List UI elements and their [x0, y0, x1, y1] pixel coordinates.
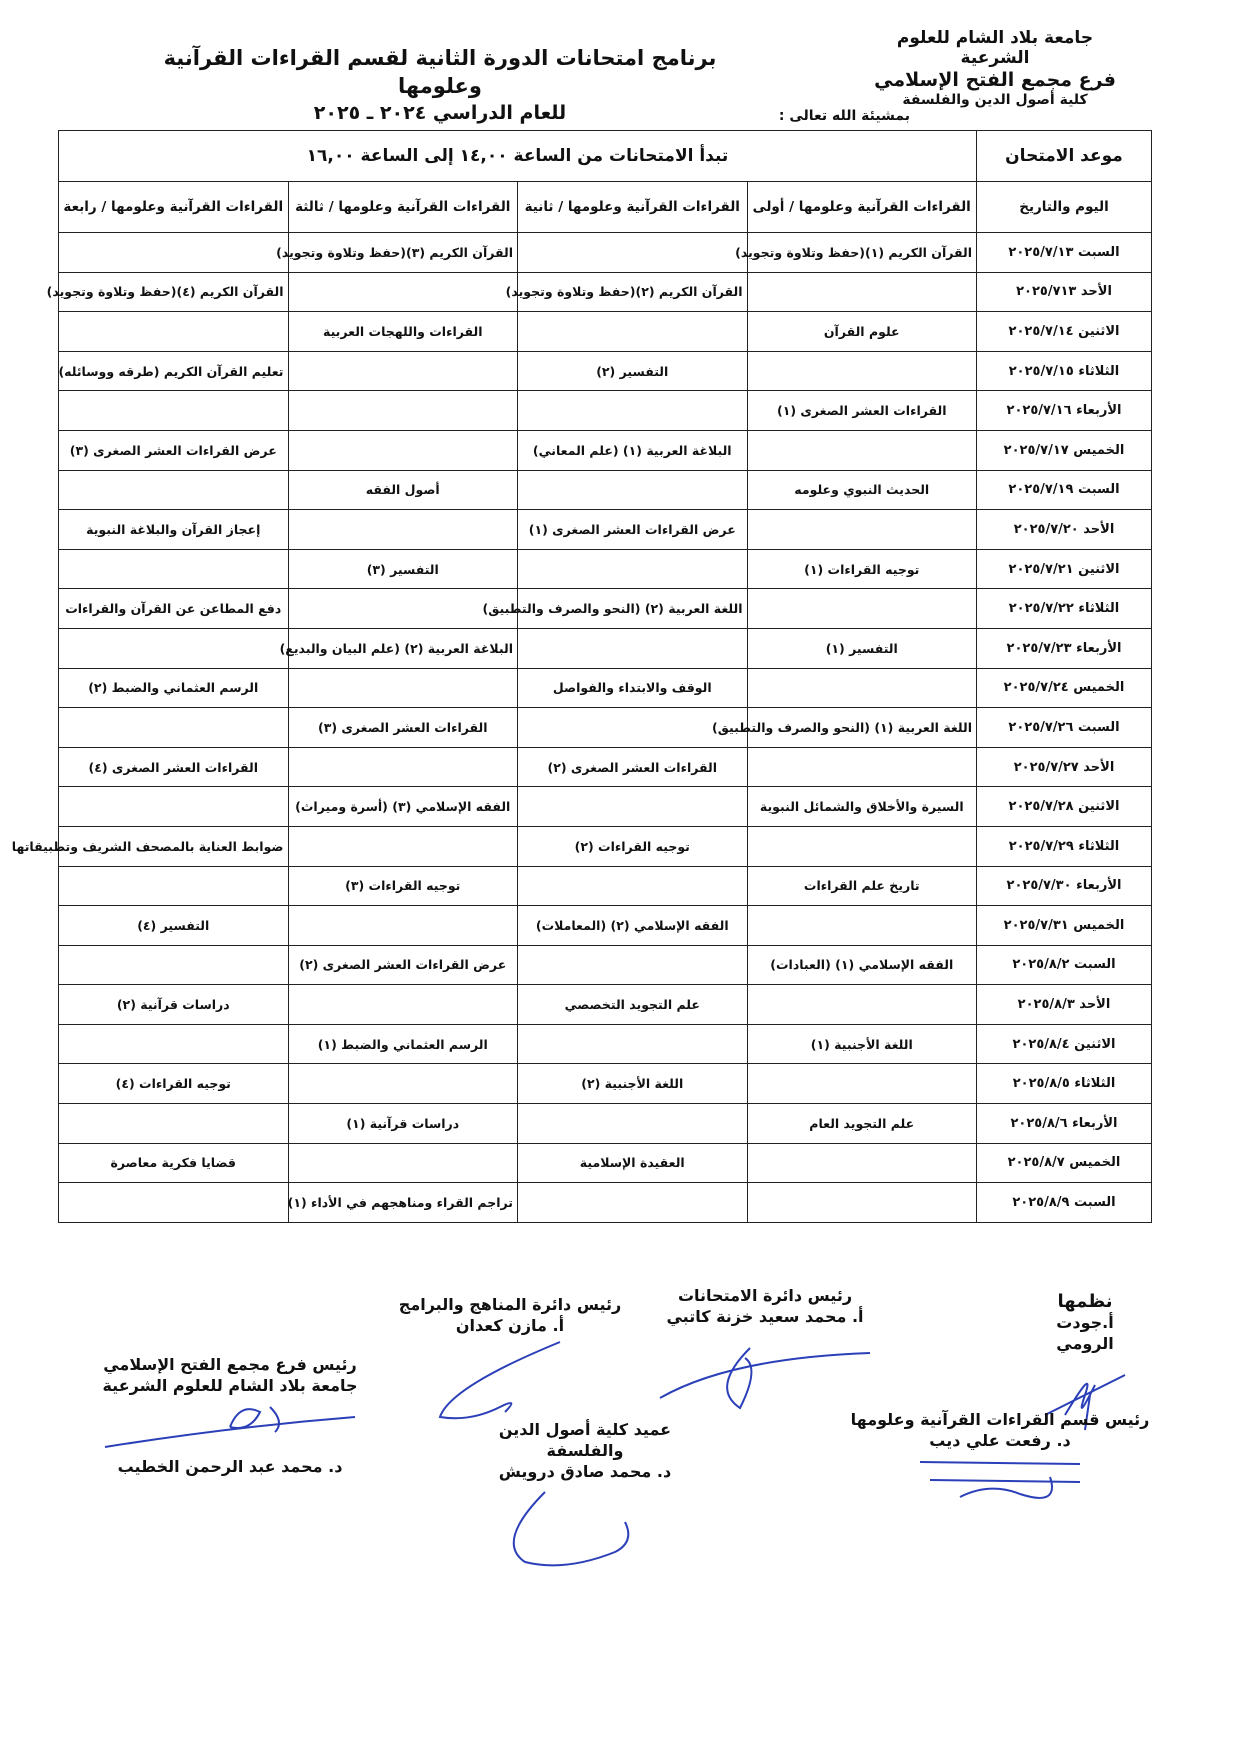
signature-dean	[460, 1420, 710, 1572]
date-cell: الأحد ٢٠٢٥/٨/٣	[977, 985, 1152, 1025]
date-cell: الأحد ٢٠٢٥/٧١٣	[977, 272, 1152, 312]
dean-signature-icon	[485, 1482, 685, 1572]
table-row	[59, 391, 1152, 431]
year-2-cell	[518, 470, 748, 510]
year-2-cell	[518, 787, 748, 827]
year-1-cell: القراءات العشر الصغرى (١)	[747, 391, 977, 431]
table-row	[59, 233, 1152, 273]
date-cell: الأحد ٢٠٢٥/٧/٢٠	[977, 510, 1152, 550]
title-line-1: برنامج امتحانات الدورة الثانية لقسم القراءات القرآنية وعلومها	[163, 46, 717, 99]
year-1-cell: علوم القرآن	[747, 312, 977, 352]
date-cell: الاثنين ٢٠٢٥/٧/١٤	[977, 312, 1152, 352]
year-3-cell: تراجم القراء ومناهجهم في الأداء (١)	[288, 1183, 518, 1223]
table-row	[59, 272, 1152, 312]
year-2-cell	[518, 628, 748, 668]
date-cell: الخميس ٢٠٢٥/٧/٢٤	[977, 668, 1152, 708]
date-cell: الخميس ٢٠٢٥/٧/٣١	[977, 906, 1152, 946]
table-row	[59, 1104, 1152, 1144]
year-3-cell: الرسم العثماني والضبط (١)	[288, 1024, 518, 1064]
table-row	[59, 312, 1152, 352]
year-4-cell: توجيه القراءات (٤)	[59, 1064, 289, 1104]
year-2-cell: الفقه الإسلامي (٢) (المعاملات)	[518, 906, 748, 946]
year-3-cell: توجيه القراءات (٣)	[288, 866, 518, 906]
year-2-cell	[518, 549, 748, 589]
year-1-cell: الفقه الإسلامي (١) (العبادات)	[747, 945, 977, 985]
intro-text: بمشيئة الله تعالى :	[778, 108, 910, 124]
exam-schedule-table	[11, 130, 1152, 1223]
year-3-cell: القراءات العشر الصغرى (٣)	[288, 708, 518, 748]
year-4-cell: تعليم القرآن الكريم (طرقه ووسائله)	[59, 351, 289, 391]
year-2-cell: اللغة الأجنبية (٢)	[518, 1064, 748, 1104]
year-2-cell: التفسير (٢)	[518, 351, 748, 391]
year-1-cell: القرآن الكريم (١)(حفظ وتلاوة وتجويد)	[747, 233, 977, 273]
column-headers	[59, 182, 1152, 233]
year-2-cell	[518, 866, 748, 906]
year-1-cell	[747, 589, 977, 629]
year-3-cell: القراءات واللهجات العربية	[288, 312, 518, 352]
date-cell: الثلاثاء ٢٠٢٥/٧/٢٢	[977, 589, 1152, 629]
year-3-cell: القرآن الكريم (٣)(حفظ وتلاوة وتجويد)	[288, 233, 518, 273]
table-row	[59, 708, 1152, 748]
year-4-cell	[59, 233, 289, 273]
date-cell: الأربعاء ٢٠٢٥/٧/١٦	[977, 391, 1152, 431]
year-2-cell: العقيدة الإسلامية	[518, 1143, 748, 1183]
table-row	[59, 470, 1152, 510]
signature-branch-head	[100, 1355, 360, 1477]
year-3-cell	[288, 1143, 518, 1183]
curricula-head-signature-icon	[410, 1337, 610, 1427]
year-4-cell	[59, 391, 289, 431]
year-4-cell	[59, 1024, 289, 1064]
exams-head-name: أ. محمد سعيد خزنة كاتبي	[666, 1306, 864, 1326]
table-row	[59, 826, 1152, 866]
year-3-cell	[288, 272, 518, 312]
table-row	[59, 628, 1152, 668]
year-1-cell: علم التجويد العام	[747, 1104, 977, 1144]
year-1-cell: اللغة العربية (١) (النحو والصرف والتطبيق)	[747, 708, 977, 748]
branch-head-role-1: رئيس فرع مجمع الفتح الإسلامي	[103, 1355, 357, 1374]
year-2-cell	[518, 945, 748, 985]
year-4-cell	[59, 945, 289, 985]
table-row	[59, 1183, 1152, 1223]
table-row	[59, 787, 1152, 827]
date-cell: الاثنين ٢٠٢٥/٧/٢٨	[977, 787, 1152, 827]
year-3-cell	[288, 668, 518, 708]
year-1-cell: اللغة الأجنبية (١)	[747, 1024, 977, 1064]
year-4-cell: القرآن الكريم (٤)(حفظ وتلاوة وتجويد)	[59, 272, 289, 312]
year-1-cell	[747, 510, 977, 550]
year-1-cell: توجيه القراءات (١)	[747, 549, 977, 589]
year-2-cell: علم التجويد التخصصي	[518, 985, 748, 1025]
university-name: جامعة بلاد الشام للعلوم الشرعية	[896, 28, 1094, 69]
branch-name: فرع مجمع الفتح الإسلامي	[874, 68, 1116, 91]
date-cell: الخميس ٢٠٢٥/٧/١٧	[977, 430, 1152, 470]
title-line-2: للعام الدراسي ٢٠٢٤ ـ ٢٠٢٥	[313, 101, 567, 124]
date-cell: السبت ٢٠٢٥/٧/٢٦	[977, 708, 1152, 748]
year-4-cell	[59, 866, 289, 906]
date-cell: الأربعاء ٢٠٢٥/٨/٦	[977, 1104, 1152, 1144]
year-3-cell	[288, 1064, 518, 1104]
date-cell: السبت ٢٠٢٥/٧/١٩	[977, 470, 1152, 510]
year-4-cell: قضايا فكرية معاصرة	[59, 1143, 289, 1183]
date-cell: الأحد ٢٠٢٥/٧/٢٧	[977, 747, 1152, 787]
table-row	[59, 1064, 1152, 1104]
table-row	[59, 430, 1152, 470]
header-year-1: القراءات القرآنية وعلومها / أولى	[747, 182, 977, 233]
year-4-cell	[59, 787, 289, 827]
document-title	[120, 44, 760, 126]
faculty-name: كلية أصول الدين والفلسفة	[902, 91, 1088, 108]
table-row	[59, 1024, 1152, 1064]
exam-time-label: موعد الامتحان	[977, 131, 1152, 182]
year-2-cell: القراءات العشر الصغرى (٢)	[518, 747, 748, 787]
date-cell: السبت ٢٠٢٥/٧/١٣	[977, 233, 1152, 273]
dept-head-role: رئيس قسم القراءات القرآنية وعلومها	[850, 1410, 1150, 1429]
year-4-cell	[59, 708, 289, 748]
date-cell: الثلاثاء ٢٠٢٥/٧/١٥	[977, 351, 1152, 391]
exams-head-signature-icon	[650, 1328, 880, 1418]
header-year-2: القراءات القرآنية وعلومها / ثانية	[518, 182, 748, 233]
table-row	[59, 510, 1152, 550]
year-1-cell	[747, 1183, 977, 1223]
year-3-cell	[288, 351, 518, 391]
year-1-cell	[747, 668, 977, 708]
year-4-cell: عرض القراءات العشر الصغرى (٣)	[59, 430, 289, 470]
year-4-cell: دراسات قرآنية (٢)	[59, 985, 289, 1025]
year-1-cell	[747, 747, 977, 787]
year-1-cell	[747, 1064, 977, 1104]
branch-head-role-2: جامعة بلاد الشام للعلوم الشرعية	[102, 1375, 358, 1395]
date-cell: الأربعاء ٢٠٢٥/٧/٢٣	[977, 628, 1152, 668]
dept-head-signature-icon	[900, 1452, 1100, 1512]
header-year-4: القراءات القرآنية وعلومها / رابعة	[59, 182, 289, 233]
year-1-cell: السيرة والأخلاق والشمائل النبوية	[747, 787, 977, 827]
year-3-cell	[288, 985, 518, 1025]
year-3-cell	[288, 826, 518, 866]
year-3-cell	[288, 906, 518, 946]
year-2-cell: الوقف والابتداء والفواصل	[518, 668, 748, 708]
year-3-cell	[288, 391, 518, 431]
year-1-cell	[747, 826, 977, 866]
year-4-cell	[59, 628, 289, 668]
date-cell: الثلاثاء ٢٠٢٥/٨/٥	[977, 1064, 1152, 1104]
year-2-cell	[518, 1024, 748, 1064]
exam-time-value: تبدأ الامتحانات من الساعة ١٤,٠٠ إلى الساعة ١٦,٠٠	[59, 131, 977, 182]
year-3-cell	[288, 747, 518, 787]
year-3-cell: البلاغة العربية (٢) (علم البيان والبديع)	[288, 628, 518, 668]
table-row	[59, 747, 1152, 787]
year-2-cell	[518, 312, 748, 352]
branch-head-name: د. محمد عبد الرحمن الخطيب	[117, 1456, 343, 1476]
year-4-cell	[59, 470, 289, 510]
institution-header	[860, 28, 1130, 108]
table-row	[59, 1143, 1152, 1183]
year-3-cell: دراسات قرآنية (١)	[288, 1104, 518, 1144]
header-date: اليوم والتاريخ	[977, 182, 1152, 233]
table-row	[59, 549, 1152, 589]
year-3-cell: الفقه الإسلامي (٣) (أسرة وميراث)	[288, 787, 518, 827]
signature-dept-head	[850, 1410, 1150, 1512]
year-1-cell	[747, 906, 977, 946]
exams-head-role: رئيس دائرة الامتحانات	[677, 1286, 853, 1305]
date-cell: الاثنين ٢٠٢٥/٨/٤	[977, 1024, 1152, 1064]
dean-name: د. محمد صادق درويش	[498, 1461, 672, 1481]
organizer-role: نظمها	[1057, 1291, 1113, 1312]
year-4-cell	[59, 312, 289, 352]
table-row	[59, 351, 1152, 391]
dean-role: عميد كلية أصول الدين والفلسفة	[498, 1420, 672, 1460]
table-row	[59, 589, 1152, 629]
table-row	[59, 945, 1152, 985]
year-2-cell	[518, 391, 748, 431]
year-4-cell	[59, 549, 289, 589]
year-2-cell	[518, 1183, 748, 1223]
table-row	[59, 866, 1152, 906]
year-2-cell: اللغة العربية (٢) (النحو والصرف والتطبيق)	[518, 589, 748, 629]
date-cell: السبت ٢٠٢٥/٨/٩	[977, 1183, 1152, 1223]
year-4-cell: القراءات العشر الصغرى (٤)	[59, 747, 289, 787]
organizer-name: أ.جودت الرومي	[1056, 1313, 1114, 1354]
year-4-cell: دفع المطاعن عن القرآن والقراءات	[59, 589, 289, 629]
year-3-cell: عرض القراءات العشر الصغرى (٢)	[288, 945, 518, 985]
year-1-cell: تاريخ علم القراءات	[747, 866, 977, 906]
year-2-cell	[518, 233, 748, 273]
date-cell: الثلاثاء ٢٠٢٥/٧/٢٩	[977, 826, 1152, 866]
year-4-cell: الرسم العثماني والضبط (٢)	[59, 668, 289, 708]
date-cell: السبت ٢٠٢٥/٨/٢	[977, 945, 1152, 985]
year-2-cell: عرض القراءات العشر الصغرى (١)	[518, 510, 748, 550]
year-1-cell	[747, 272, 977, 312]
exam-time-row	[59, 131, 1152, 182]
curricula-head-role: رئيس دائرة المناهج والبرامج	[398, 1295, 622, 1314]
year-4-cell: إعجاز القرآن والبلاغة النبوية	[59, 510, 289, 550]
year-3-cell	[288, 510, 518, 550]
year-4-cell	[59, 1183, 289, 1223]
signature-curricula-head	[395, 1295, 625, 1427]
dept-head-name: د. رفعت علي ديب	[929, 1430, 1071, 1450]
table-row	[59, 668, 1152, 708]
year-1-cell	[747, 1143, 977, 1183]
year-1-cell	[747, 430, 977, 470]
year-3-cell	[288, 430, 518, 470]
year-3-cell: التفسير (٣)	[288, 549, 518, 589]
year-1-cell	[747, 985, 977, 1025]
date-cell: الخميس ٢٠٢٥/٨/٧	[977, 1143, 1152, 1183]
year-3-cell: أصول الفقه	[288, 470, 518, 510]
year-4-cell	[59, 1104, 289, 1144]
table-row	[59, 985, 1152, 1025]
year-2-cell: القرآن الكريم (٢)(حفظ وتلاوة وتجويد)	[518, 272, 748, 312]
year-2-cell: توجيه القراءات (٢)	[518, 826, 748, 866]
date-cell: الأربعاء ٢٠٢٥/٧/٣٠	[977, 866, 1152, 906]
signature-exams-head	[635, 1286, 895, 1418]
branch-head-signature-icon	[100, 1397, 360, 1457]
year-2-cell	[518, 1104, 748, 1144]
date-cell: الاثنين ٢٠٢٥/٧/٢١	[977, 549, 1152, 589]
header-year-3: القراءات القرآنية وعلومها / ثالثة	[288, 182, 518, 233]
year-1-cell	[747, 351, 977, 391]
curricula-head-name: أ. مازن كعدان	[455, 1315, 565, 1335]
year-4-cell: التفسير (٤)	[59, 906, 289, 946]
table-row	[59, 906, 1152, 946]
year-1-cell: الحديث النبوي وعلومه	[747, 470, 977, 510]
year-2-cell: البلاغة العربية (١) (علم المعاني)	[518, 430, 748, 470]
year-4-cell: ضوابط العناية بالمصحف الشريف وتطبيقاتها	[59, 826, 289, 866]
year-1-cell: التفسير (١)	[747, 628, 977, 668]
